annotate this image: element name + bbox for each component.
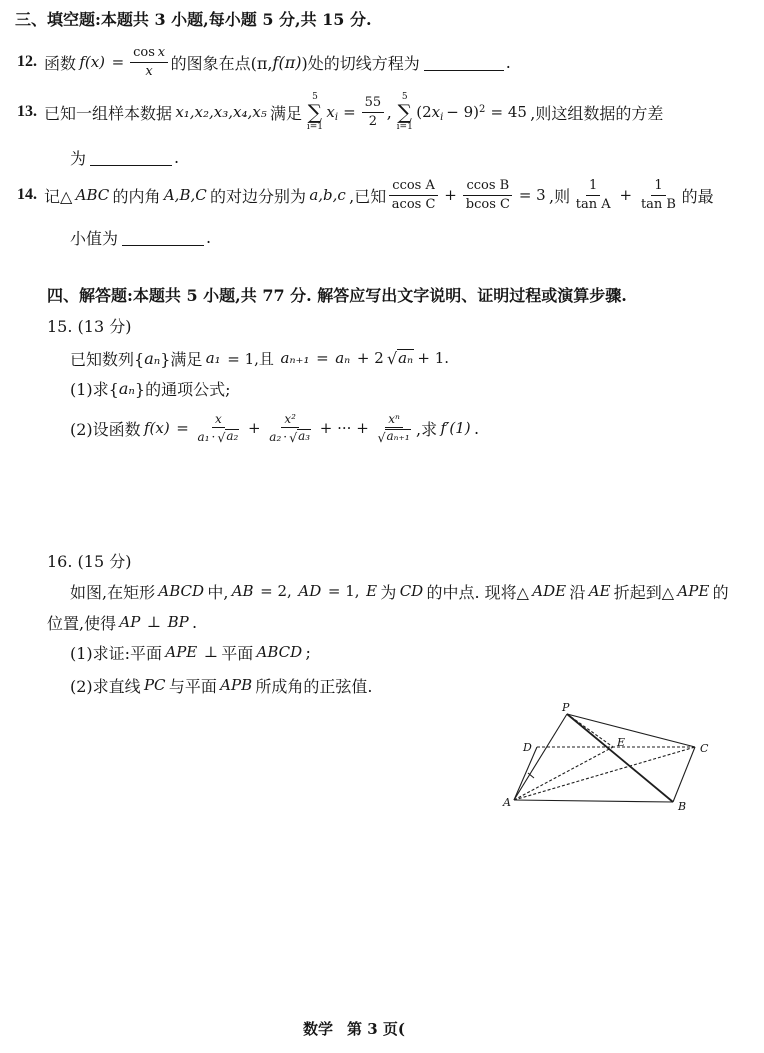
- perpendicular-sign: ⊥: [146, 613, 162, 631]
- plane-apb: APB: [220, 676, 253, 694]
- vertex-label-e: E: [617, 736, 626, 749]
- sigma-symbol: ∑: [307, 99, 323, 124]
- question-number: 14.: [17, 186, 37, 203]
- question-text: 中,: [207, 582, 229, 602]
- variable-x: x: [326, 103, 335, 121]
- question-13-line-1: [17, 87, 663, 137]
- cos-function: cos: [133, 44, 155, 60]
- equals-sign: =: [316, 349, 329, 367]
- segment-bp: BP: [167, 613, 189, 631]
- plus-2: + 2: [356, 349, 384, 367]
- semicolon: ;: [305, 642, 311, 662]
- segment-ad: AD: [298, 582, 322, 600]
- question-text: }的通项公式;: [134, 379, 231, 399]
- fraction-1-over-tanA: [573, 178, 614, 212]
- answer-blank: [90, 149, 172, 166]
- question-text: 满足: [270, 103, 303, 123]
- summand-squared: [416, 103, 485, 121]
- question-text: ,则: [549, 186, 571, 206]
- sum-lower-limit: i=1: [306, 121, 324, 132]
- segment-ae: AE: [588, 582, 611, 600]
- index-i: i: [440, 112, 444, 123]
- fraction-numerator: ccos B: [463, 178, 512, 196]
- plus-sign: +: [444, 186, 457, 204]
- question-number: 13.: [17, 103, 37, 120]
- page-footer: [303, 1013, 405, 1043]
- sqrt-sign: √: [289, 429, 298, 445]
- question-text: 的图象在点(π,: [170, 53, 273, 73]
- question-text: (1)求证:平面: [70, 643, 163, 663]
- fraction-numerator: xⁿ: [385, 412, 403, 428]
- variable-x: x: [157, 44, 166, 60]
- fraction-denominator: [266, 428, 314, 444]
- radicand-a-n-plus-1: aₙ₊₁: [386, 429, 410, 444]
- square-root: [217, 429, 239, 444]
- function-f-of-x: f(x): [79, 53, 106, 71]
- period: .: [505, 52, 511, 72]
- question-16-part-1: [70, 637, 311, 667]
- question-text: ,已知: [349, 186, 387, 206]
- edge-bc: [673, 747, 695, 802]
- section-4-heading: [47, 279, 627, 309]
- sqrt-sign: √: [387, 349, 398, 369]
- perpendicular-sign: ⊥: [203, 643, 218, 661]
- fraction-numerator: ccos A: [389, 178, 438, 196]
- question-text: 折起到△: [613, 582, 675, 602]
- multiply-dot: ·: [283, 429, 288, 444]
- summation-of-x: [307, 93, 323, 132]
- multiply-dot: ·: [211, 429, 216, 444]
- question-text: }满足: [160, 349, 203, 369]
- question-text: 的对边分别为: [210, 186, 307, 206]
- fraction-numerator: 1: [586, 178, 600, 196]
- radicand-a-n: aₙ: [398, 348, 414, 367]
- sum-upper-limit: 5: [312, 91, 318, 102]
- fraction-numerator: [130, 45, 168, 63]
- term-a-2: a₂: [269, 429, 282, 444]
- period: .: [174, 147, 180, 167]
- question-15-part-1: [70, 373, 230, 403]
- fraction-denominator: [142, 63, 155, 80]
- plus-sign: +: [619, 186, 633, 204]
- question-15-part-2: [70, 403, 479, 453]
- vertex-label-c: C: [700, 742, 709, 755]
- vertex-label-a: A: [503, 796, 511, 809]
- question-number-and-score: 15. (13 分): [47, 316, 132, 336]
- term-a-n: aₙ: [335, 349, 351, 367]
- fraction-numerator: 55: [362, 95, 385, 113]
- question-14-line-1: [17, 173, 714, 217]
- question-text: 函数: [44, 53, 77, 73]
- derivative-f-prime-1: f′(1): [440, 419, 471, 437]
- fraction-denominator: acos C: [391, 196, 436, 212]
- question-text: 已知数列{: [70, 349, 145, 369]
- question-text: 平面: [221, 643, 254, 663]
- series-term-n: [374, 412, 413, 444]
- sigma-symbol: ∑: [397, 99, 412, 124]
- question-16-part-2: [70, 670, 373, 700]
- page-number: 第 3 页(: [347, 1019, 405, 1038]
- question-text: 的中点. 现将△: [426, 582, 529, 602]
- plane-ape: APE: [165, 643, 198, 661]
- term-a-n-plus-1: aₙ₊₁: [280, 349, 310, 367]
- fraction-numerator: x²: [281, 412, 299, 428]
- folded-rectangle-figure: [500, 698, 720, 818]
- question-text: 已知一组样本数据: [44, 103, 173, 123]
- equals-sign: =: [343, 103, 356, 121]
- angles-list: A,B,C: [163, 186, 207, 204]
- sum-upper-limit: 5: [401, 91, 408, 102]
- fraction-1-over-tanB: [638, 178, 679, 212]
- question-14-line-2: [70, 222, 211, 252]
- term-a-1: a₁: [205, 349, 221, 367]
- question-text: 位置,使得: [47, 613, 117, 633]
- radicand-a-2: a₂: [226, 429, 239, 444]
- fraction-numerator: 1: [651, 178, 665, 196]
- sqrt-sign: √: [217, 429, 226, 445]
- equals-sign: =: [176, 419, 189, 437]
- question-text: 沿: [569, 582, 586, 602]
- plus-ellipsis-plus: + ··· +: [319, 419, 369, 437]
- function-f-of-x: f(x): [143, 419, 170, 437]
- function-f-of-pi: f(π): [272, 52, 302, 72]
- question-text: 与平面: [168, 676, 217, 696]
- question-12: [17, 40, 511, 84]
- line-pc: PC: [143, 676, 166, 694]
- plus-sign: +: [248, 419, 261, 437]
- radicand-a-3: a₃: [298, 429, 311, 444]
- sum-lower-limit: i=1: [396, 121, 413, 132]
- fraction-denominator: [374, 428, 413, 444]
- answer-blank: [122, 229, 204, 246]
- question-text: 的内角: [112, 186, 161, 206]
- equals-sign: =: [111, 53, 125, 71]
- fraction-55-over-2: [362, 95, 385, 129]
- question-text: 的: [712, 582, 729, 602]
- question-text: 所成角的正弦值.: [255, 676, 373, 696]
- square-root: [377, 429, 410, 444]
- question-16-stem-line-2: [47, 607, 197, 637]
- section-4-title: 四、解答题:本题共 5 小题,共 77 分. 解答应写出文字说明、证明过程或演算步骤.: [47, 285, 627, 305]
- fraction-ccosB-over-bcosC: [463, 178, 513, 212]
- question-15-stem: [70, 343, 452, 373]
- fraction-numerator: x: [212, 412, 225, 428]
- equals-45: = 45: [490, 103, 527, 121]
- triangle-ade: ADE: [532, 582, 567, 600]
- question-text: 的最: [681, 186, 714, 206]
- plane-abcd: ABCD: [256, 643, 303, 661]
- sequence-a-n: aₙ: [144, 348, 161, 368]
- question-text: (2)设函数: [70, 419, 141, 439]
- question-16-header: [47, 545, 131, 575]
- question-text: ,求: [416, 419, 438, 439]
- vertex-label-d: D: [523, 741, 532, 754]
- question-number-and-score: 16. (15 分): [47, 551, 132, 571]
- question-text: 如图,在矩形: [70, 582, 156, 602]
- fraction-cos-x-over-x: [130, 45, 168, 79]
- fraction-denominator: 2: [368, 113, 378, 129]
- period: .: [206, 227, 212, 247]
- answer-blank: [424, 54, 504, 71]
- series-term-2: [266, 412, 314, 444]
- segment-ab: AB: [231, 582, 254, 600]
- series-term-1: [195, 412, 243, 444]
- question-text: )处的切线方程为: [301, 53, 420, 73]
- period: .: [473, 418, 480, 438]
- comma: ,: [386, 102, 392, 122]
- question-text: (1)求{: [70, 379, 119, 399]
- question-13-line-2: [70, 142, 179, 172]
- question-number: 12.: [17, 53, 37, 70]
- sqrt-sign: √: [377, 429, 386, 445]
- question-text: 为: [380, 582, 397, 602]
- question-text: 为: [70, 148, 87, 168]
- vertex-label-b: B: [678, 800, 687, 813]
- variable-x: x: [431, 103, 441, 121]
- question-text: 记△: [44, 186, 73, 206]
- sequence-a-n: aₙ: [118, 378, 135, 398]
- exponent-2: 2: [479, 103, 486, 115]
- square-root: [387, 349, 414, 367]
- minus-9-close-paren: − 9): [446, 103, 480, 121]
- open-paren-2: (2: [416, 103, 432, 121]
- triangle-abc: ABC: [75, 186, 110, 204]
- index-i: i: [334, 112, 339, 123]
- equals-3: = 3: [518, 186, 546, 204]
- summation-of-squares: [397, 93, 413, 132]
- value-1: = 1,: [327, 582, 360, 600]
- fraction-denominator: tan A: [575, 196, 611, 212]
- question-text: = 1,且: [227, 349, 274, 368]
- value-2: = 2,: [260, 582, 292, 600]
- fraction-denominator: tan B: [640, 196, 676, 212]
- square-root: [289, 429, 311, 444]
- section-3-heading: [15, 3, 372, 33]
- question-text: 小值为: [70, 228, 119, 248]
- point-e: E: [366, 582, 378, 600]
- period: .: [192, 612, 198, 632]
- question-15-header: [47, 310, 131, 340]
- section-3-title: 三、填空题:本题共 3 小题,每小题 5 分,共 15 分.: [15, 9, 372, 29]
- subject-label: 数学: [303, 1019, 334, 1038]
- edge-ab: [514, 800, 673, 802]
- segment-ap: AP: [119, 613, 141, 631]
- vertex-label-p: P: [562, 701, 570, 714]
- triangle-ape: APE: [677, 582, 710, 600]
- summand-x-i: [326, 103, 338, 121]
- question-text: (2)求直线: [70, 676, 141, 696]
- term-a-1: a₁: [197, 429, 210, 444]
- variable-x: x: [145, 63, 153, 79]
- edge-da: [514, 747, 537, 800]
- sample-data-list: x₁,x₂,x₃,x₄,x₅: [175, 103, 267, 121]
- sides-list: a,b,c: [309, 186, 346, 204]
- question-16-stem-line-1: [70, 576, 729, 606]
- fraction-ccosA-over-acosC: [389, 178, 439, 212]
- segment-cd: CD: [399, 582, 424, 600]
- fraction-denominator: [195, 428, 243, 444]
- question-text: ,则这组数据的方差: [530, 103, 664, 123]
- plus-1: + 1.: [417, 349, 450, 367]
- fraction-denominator: bcos C: [465, 196, 510, 212]
- rectangle-abcd: ABCD: [158, 582, 205, 600]
